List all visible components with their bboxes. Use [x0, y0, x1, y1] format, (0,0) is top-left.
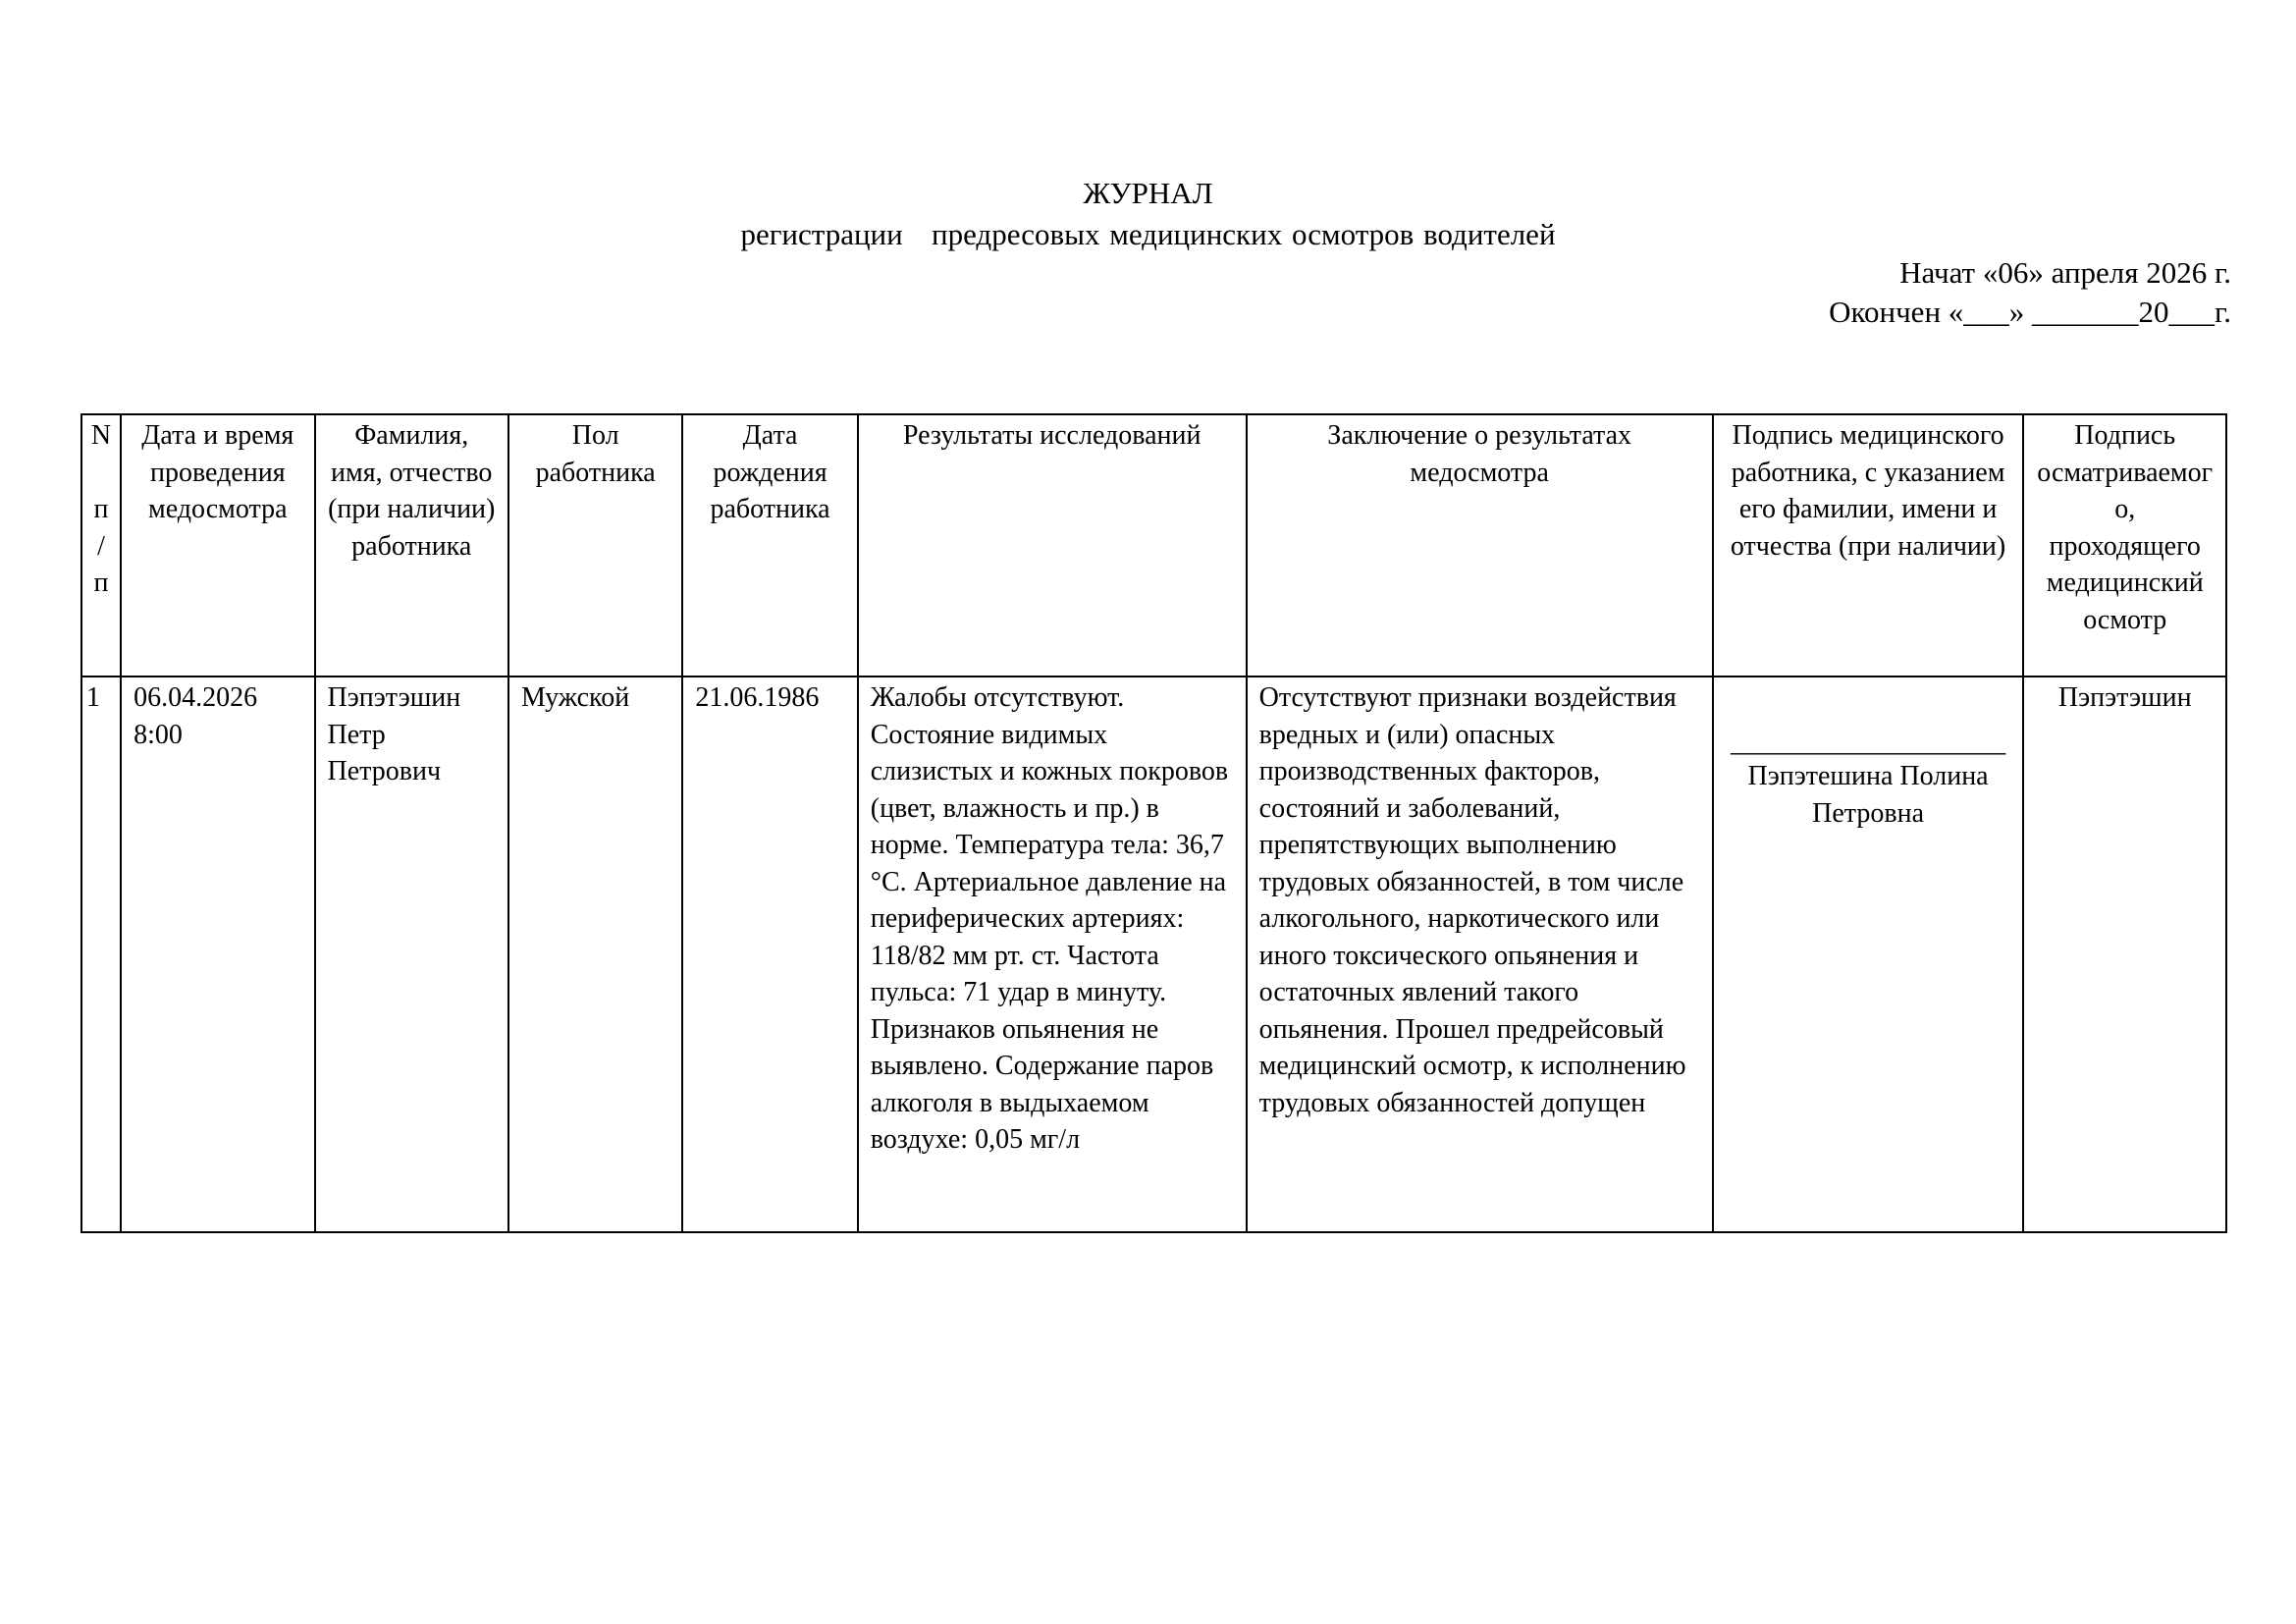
- cell-number: 1: [81, 677, 121, 1232]
- col-header-examinee-signature: Подпись осматриваемого, проходящего медицинский осмотр: [2023, 414, 2226, 677]
- start-date: Начат «06» апреля 2026 г.: [1899, 255, 2231, 290]
- journal-subtitle: регистрации предресовых медицинских осмотров водителей: [740, 217, 1556, 251]
- journal-title: ЖУРНАЛ: [1083, 176, 1213, 210]
- cell-sex: Мужской: [508, 677, 682, 1232]
- end-date: Окончен «___» _______20___г.: [1829, 295, 2231, 329]
- journal-table: [80, 413, 2227, 1233]
- col-header-conclusion: Заключение о результатах медосмотра: [1247, 414, 1713, 677]
- cell-conclusion: Отсутствуют признаки воздействия вредных и (или) опасных производственных факторов, состояний и заболеваний, препятствующих выполнению трудовых обязанностей, в том числе алкогольного, наркотического или иного токсического опьянения и остаточных явлений такого опьянения. Прошел предрейсовый медицинский осмотр, к исполнению трудовых обязанностей допущен: [1247, 677, 1713, 1232]
- col-header-medic-signature: Подпись медицинского работника, с указанием его фамилии, имени и отчества (при наличии): [1713, 414, 2024, 677]
- journal-dates: [1829, 253, 2231, 332]
- medic-signature-line: ____________________: [1731, 728, 2006, 758]
- col-header-sex: Пол работника: [508, 414, 682, 677]
- table-header-row: [81, 414, 2226, 677]
- cell-datetime: 06.04.2026 8:00: [121, 677, 314, 1232]
- medic-name: Пэпэтешина Полина Петровна: [1747, 761, 1989, 829]
- col-header-name: Фамилия, имя, отчество (при наличии) работника: [315, 414, 508, 677]
- col-header-number: N п / п: [81, 414, 121, 677]
- col-header-datetime: Дата и время проведения медосмотра: [121, 414, 314, 677]
- cell-birth: 21.06.1986: [682, 677, 857, 1232]
- table-row: [81, 677, 2226, 1232]
- col-header-birth: Дата рождения работника: [682, 414, 857, 677]
- cell-results: Жалобы отсутствуют. Состояние видимых слизистых и кожных покровов (цвет, влажность и пр.) в норме. Температура тела: 36,7 °С. Артериальное давление на периферических артериях: 118/82 мм рт. ст. Частота пульса: 71 удар в минуту. Признаков опьянения не выявлено. Содержание паров алкоголя в выдыхаемом воздухе: 0,05 мг/л: [858, 677, 1247, 1232]
- col-header-results: Результаты исследований: [858, 414, 1247, 677]
- cell-examinee-signature: Пэпэтэшин: [2023, 677, 2226, 1232]
- cell-name: Пэпэтэшин Петр Петрович: [315, 677, 508, 1232]
- cell-medic-signature: [1713, 677, 2024, 1232]
